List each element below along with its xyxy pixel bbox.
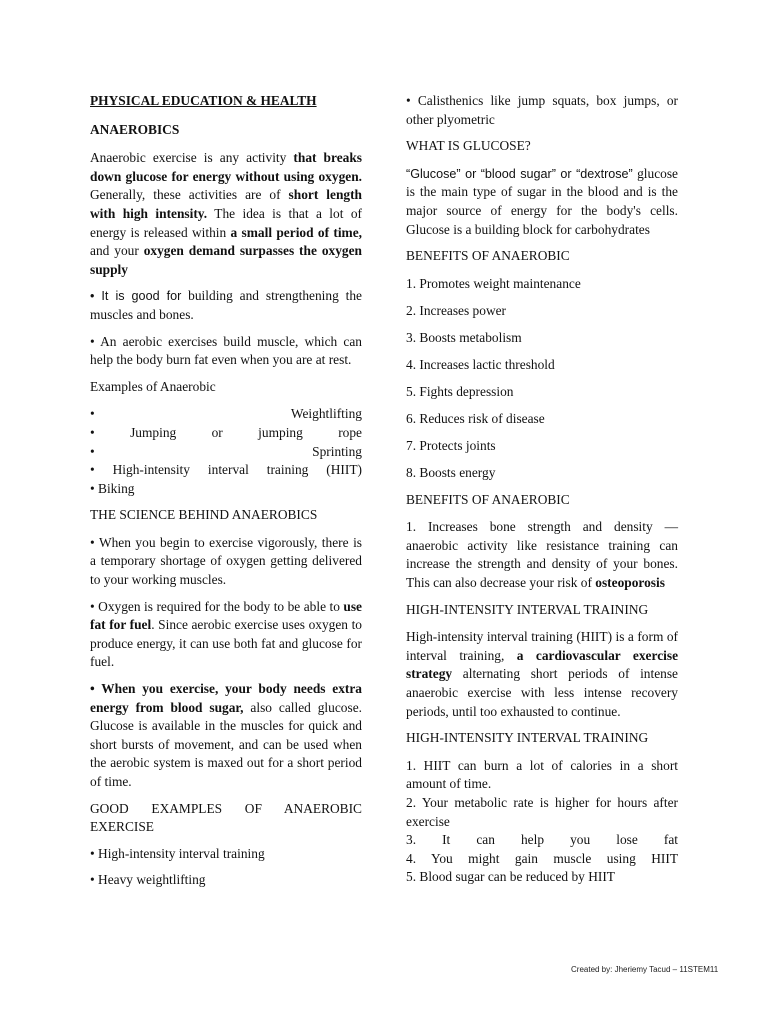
list-item: • High-intensity interval training (HIIT) <box>90 462 362 478</box>
list-item: 6. Reduces risk of disease <box>406 410 545 426</box>
list-item: 2. Increases power <box>406 302 507 318</box>
calisthenics-bullet: • Calisthenics like jump squats, box jumps, or other plyometric <box>406 93 678 127</box>
benefits-heading-2: BENEFITS OF ANAEROBIC <box>406 491 570 507</box>
benefits-heading: BENEFITS OF ANAEROBIC <box>406 248 570 264</box>
list-item: 8. Boosts energy <box>406 464 496 480</box>
list-item: • Jumping or jumping rope <box>90 424 362 440</box>
examples-list <box>90 405 362 498</box>
section-heading-anaerobics: ANAEROBICS <box>90 121 180 137</box>
list-item: 3. It can help you lose fat <box>406 832 678 848</box>
hiit-heading: HIGH-INTENSITY INTERVAL TRAINING <box>406 601 649 617</box>
list-item: • High-intensity interval training <box>90 845 265 861</box>
list-item: 4. Increases lactic threshold <box>406 356 555 372</box>
good-examples-heading: GOOD EXAMPLES OF ANAEROBIC EXERCISE <box>90 800 362 835</box>
list-item: 3. Boosts metabolism <box>406 329 522 345</box>
list-item: 7. Protects joints <box>406 437 496 453</box>
hiit-points-list <box>406 757 678 887</box>
list-item: • Weightlifting <box>90 406 362 422</box>
hiit-heading-2: HIGH-INTENSITY INTERVAL TRAINING <box>406 730 649 746</box>
list-item: 5. Fights depression <box>406 383 514 399</box>
list-item: • Sprinting <box>90 443 362 459</box>
glucose-heading: WHAT IS GLUCOSE? <box>406 138 531 154</box>
right-column <box>406 92 678 887</box>
list-item: 1. HIIT can burn a lot of calories in a short amount of time. <box>406 757 678 792</box>
science-paragraph-2: • Oxygen is required for the body to be able to use fat for fuel. Since aerobic exercise uses oxygen to produce energy, it can use both fat and glucose for fuel. <box>90 598 362 670</box>
left-column <box>90 92 362 898</box>
list-item: • Heavy weightlifting <box>90 872 206 888</box>
list-item: 1. Promotes weight maintenance <box>406 275 581 291</box>
examples-label: Examples of Anaerobic <box>90 378 216 394</box>
science-paragraph-1: • When you begin to exercise vigorously, there is a temporary shortage of oxygen getting delivered to your working muscles. <box>90 534 362 588</box>
benefits-list <box>406 275 678 482</box>
list-item: 5. Blood sugar can be reduced by HIIT <box>406 869 615 885</box>
bullet-aerobic: • An aerobic exercises build muscle, which can help the body burn fat even when you are at rest. <box>90 333 362 368</box>
list-item: • Biking <box>90 480 135 496</box>
science-paragraph-3: • When you exercise, your body needs extra energy from blood sugar, also called glucose. Glucose is available in the muscles for quick and short bursts of movement, and can be used when the aerobic system is maxed out for a short period of time. <box>90 681 362 789</box>
intro-paragraph: Anaerobic exercise is any activity that breaks down glucose for energy without using oxygen. Generally, these activities are of short length with high intensity. The idea is that a lot of energy is released within a small period of time, and your oxygen demand surpasses the oxygen supply <box>90 150 363 277</box>
document-title: PHYSICAL EDUCATION & HEALTH <box>90 93 317 108</box>
hiit-paragraph: High-intensity interval training (HIIT) is a form of interval training, a cardiovascular exercise strategy alternating short periods of intense anaerobic exercise with less intense recovery periods, until too exhausted to continue. <box>406 629 679 719</box>
list-item: 4. You might gain muscle using HIIT <box>406 850 678 866</box>
footer-credit: Created by: Jheriemy Tacud – 11STEM11 <box>571 965 719 974</box>
bone-paragraph: 1. Increases bone strength and density — anaerobic activity like resistance training can increase the strength and density of your bones. This can also decrease your risk of osteoporosis <box>406 519 678 590</box>
bullet-good-for: • It is good for building and strengthening the muscles and bones. <box>90 288 362 322</box>
science-heading: THE SCIENCE BEHIND ANAEROBICS <box>90 507 318 523</box>
list-item: 2. Your metabolic rate is higher for hours after exercise <box>406 794 678 829</box>
glucose-paragraph: “Glucose” or “blood sugar” or “dextrose” glucose is the main type of sugar in the blood and is the major source of energy for the body's cells. Glucose is a building block for carbohydrates <box>406 165 678 237</box>
